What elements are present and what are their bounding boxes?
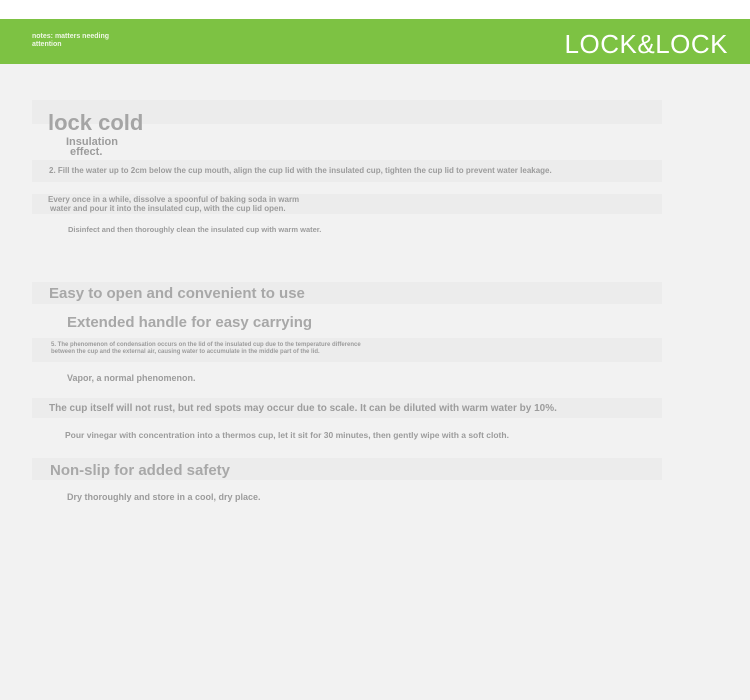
rust-note: The cup itself will not rust, but red spots may occur due to scale. It can be diluted with warm water by 10%.: [49, 403, 557, 414]
header-bar: [0, 19, 750, 64]
insulation-line-2: effect.: [70, 146, 103, 158]
easy-open-heading: Easy to open and convenient to use: [49, 285, 305, 302]
fill-water-instruction: 2. Fill the water up to 2cm below the cup mouth, align the cup lid with the insulated cup, tighten the cup lid to prevent water leakage.: [49, 166, 552, 175]
vapor-note: Vapor, a normal phenomenon.: [67, 373, 196, 383]
notes-label: [32, 33, 132, 49]
handle-heading: Extended handle for easy carrying: [67, 314, 313, 331]
lock-cold-heading: lock cold: [48, 110, 144, 135]
condensation-line-2: between the cup and the external air, causing water to accumulate in the middle part of the lid.: [51, 349, 320, 355]
notes-line-2: attention: [32, 41, 62, 48]
baking-soda-line-2: water and pour it into the insulated cup, with the cup lid open.: [50, 204, 286, 213]
baking-soda-line-1: Every once in a while, dissolve a spoonful of baking soda in warm: [48, 195, 300, 204]
condensation-line-1: 5. The phenomenon of condensation occurs on the lid of the insulated cup due to the temperature difference: [51, 342, 361, 348]
non-slip-heading: Non-slip for added safety: [50, 462, 231, 479]
notes-line-1: notes: matters needing: [32, 33, 110, 40]
top-strip: [0, 0, 750, 19]
baking-soda-instruction: [48, 195, 299, 213]
insulation-effect-label: [66, 137, 118, 157]
brand-logo-text: LOCK&LOCK: [564, 29, 728, 59]
condensation-instruction: [51, 342, 431, 356]
dry-storage-note: Dry thoroughly and store in a cool, dry place.: [67, 492, 261, 502]
vinegar-instruction: Pour vinegar with concentration into a thermos cup, let it sit for 30 minutes, then gently wipe with a soft cloth.: [65, 430, 509, 440]
disinfect-instruction: Disinfect and then thoroughly clean the insulated cup with warm water.: [68, 225, 322, 234]
insulation-line-1: Insulation: [66, 136, 118, 148]
